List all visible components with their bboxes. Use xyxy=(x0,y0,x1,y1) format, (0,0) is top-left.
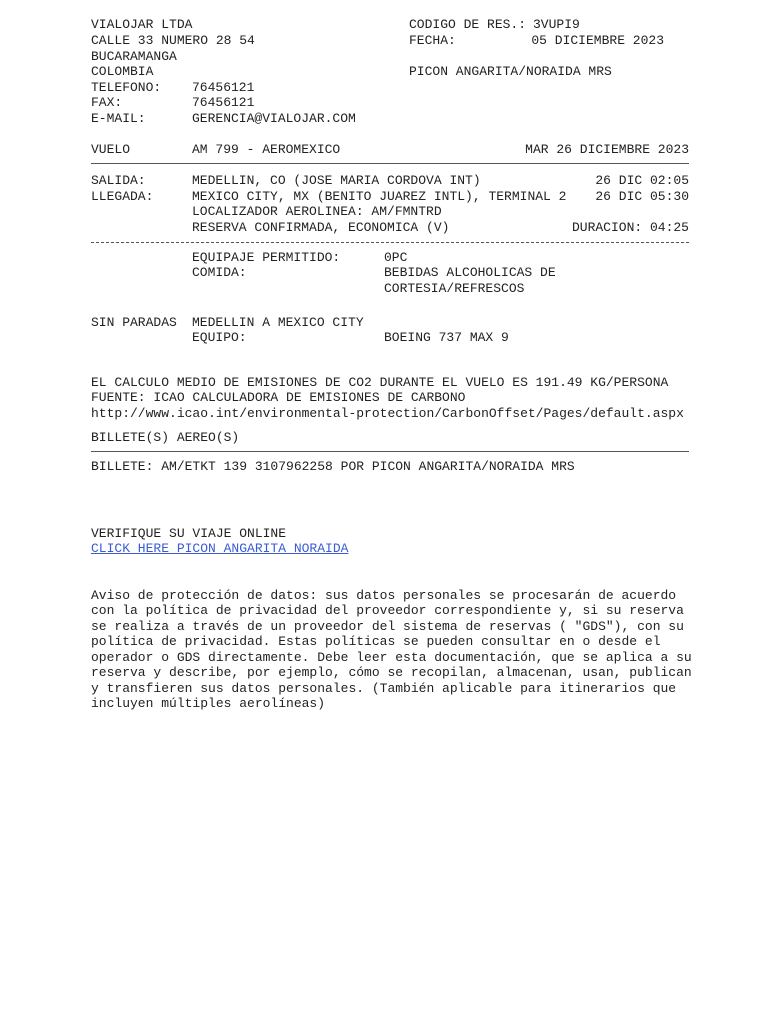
departure-time: 26 DIC 02:05 xyxy=(595,173,689,188)
arrival-label: LLEGADA: xyxy=(91,189,154,204)
flight-date: MAR 26 DICIEMBRE 2023 xyxy=(525,142,689,157)
booking-date: 05 DICIEMBRE 2023 xyxy=(531,33,664,48)
emissions-source: FUENTE: ICAO CALCULADORA DE EMISIONES DE CARBONO xyxy=(91,390,466,405)
baggage-label: EQUIPAJE PERMITIDO: xyxy=(192,250,341,265)
meal-value-line1: BEBIDAS ALCOHOLICAS DE xyxy=(384,265,556,280)
departure-label: SALIDA: xyxy=(91,173,146,188)
privacy-line: política de privacidad. Estas políticas se pueden consultar en o desde el xyxy=(91,634,661,649)
agency-fax: 76456121 xyxy=(192,95,255,110)
agency-country: COLOMBIA xyxy=(91,64,154,79)
departure-airport: MEDELLIN, CO (JOSE MARIA CORDOVA INT) xyxy=(192,173,481,188)
agency-email-label: E-MAIL: xyxy=(91,111,146,126)
agency-email: GERENCIA@VIALOJAR.COM xyxy=(192,111,356,126)
agency-name: VIALOJAR LTDA xyxy=(91,17,193,32)
ticket-line: BILLETE: AM/ETKT 139 3107962258 POR PICON ANGARITA/NORAIDA MRS xyxy=(91,459,575,474)
arrival-airport: MEXICO CITY, MX (BENITO JUAREZ INTL), TERMINAL 2 xyxy=(192,189,567,204)
reservation-status: RESERVA CONFIRMADA, ECONOMICA (V) xyxy=(192,220,450,235)
agency-city: BUCARAMANGA xyxy=(91,49,177,64)
arrival-time: 26 DIC 05:30 xyxy=(595,189,689,204)
segment-divider xyxy=(91,242,689,243)
flight-divider xyxy=(91,163,689,164)
booking-date-label: FECHA: xyxy=(409,33,456,48)
privacy-line: Aviso de protección de datos: sus datos personales se procesarán de acuerdo xyxy=(91,588,677,603)
equipment-label: EQUIPO: xyxy=(192,330,247,345)
meal-value-line2: CORTESIA/REFRESCOS xyxy=(384,281,525,296)
privacy-line: reserva y describe, por ejemplo, cómo se recopilan, almacenan, usan, publican xyxy=(91,665,692,680)
flight-label: VUELO xyxy=(91,142,131,157)
stops-label: SIN PARADAS xyxy=(91,315,177,330)
agency-fax-label: FAX: xyxy=(91,95,123,110)
agency-phone-label: TELEFONO: xyxy=(91,80,162,95)
equipment-value: BOEING 737 MAX 9 xyxy=(384,330,509,345)
airline-locator: LOCALIZADOR AEROLINEA: AM/FMNTRD xyxy=(192,204,442,219)
privacy-line: con la política de privacidad del proveedor correspondiente y, si su reserva xyxy=(91,603,684,618)
meal-label: COMIDA: xyxy=(192,265,247,280)
emissions-url: http://www.icao.int/environmental-protection/CarbonOffset/Pages/default.aspx xyxy=(91,406,684,421)
flight-duration: DURACION: 04:25 xyxy=(571,220,689,235)
privacy-line: se realiza a través de un proveedor del sistema de reservas ( "GDS"), con su xyxy=(91,619,684,634)
emissions-statement: EL CALCULO MEDIO DE EMISIONES DE CO2 DURANTE EL VUELO ES 191.49 KG/PERSONA xyxy=(91,375,669,390)
agency-phone: 76456121 xyxy=(192,80,255,95)
booking-passenger: PICON ANGARITA/NORAIDA MRS xyxy=(409,64,612,79)
verify-trip-link[interactable]: CLICK HERE PICON ANGARITA NORAIDA xyxy=(91,541,349,556)
privacy-line: y transfieren sus datos personales. (También aplicable para itinerarios que xyxy=(91,681,677,696)
tickets-heading: BILLETE(S) AEREO(S) xyxy=(91,430,240,445)
booking-code-label: CODIGO DE RES.: xyxy=(409,17,527,32)
privacy-line: incluyen múltiples aerolíneas) xyxy=(91,696,326,711)
flight-number: AM 799 - AEROMEXICO xyxy=(192,142,341,157)
verify-heading: VERIFIQUE SU VIAJE ONLINE xyxy=(91,526,287,541)
booking-code: 3VUPI9 xyxy=(533,17,580,32)
agency-address: CALLE 33 NUMERO 28 54 xyxy=(91,33,255,48)
tickets-divider xyxy=(91,451,689,452)
baggage-value: 0PC xyxy=(384,250,408,265)
privacy-line: operador o GDS directamente. Debe leer esta documentación, que se aplica a su xyxy=(91,650,692,665)
stops-route: MEDELLIN A MEXICO CITY xyxy=(192,315,364,330)
